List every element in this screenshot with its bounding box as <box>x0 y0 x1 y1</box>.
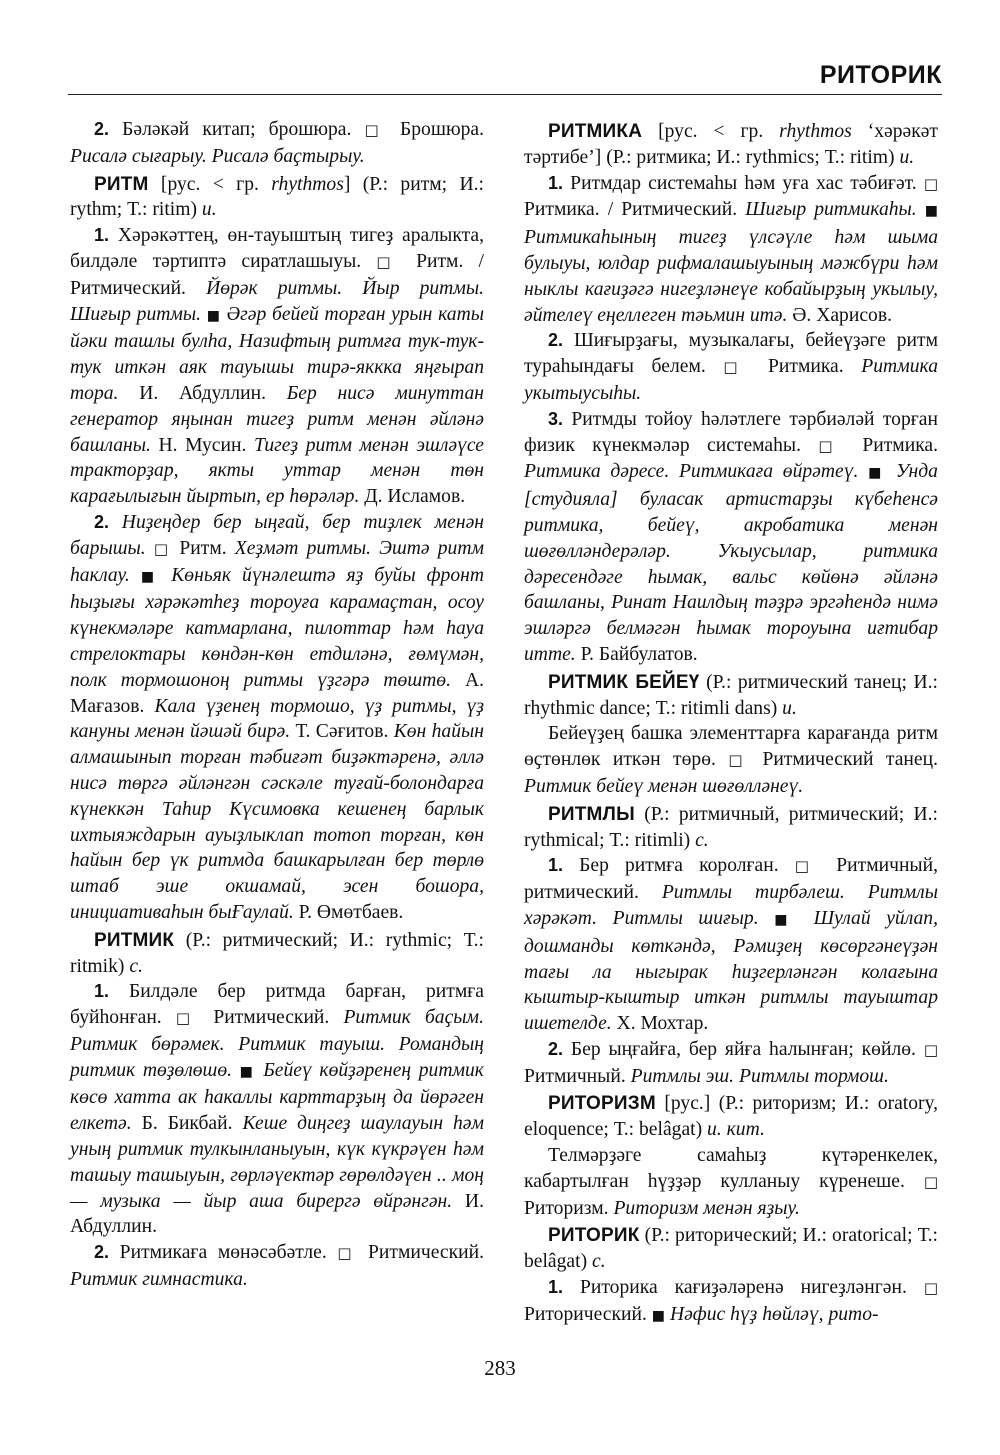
example-text: Ритмик гимнастика. <box>70 1269 248 1291</box>
etymology-text: (Р.: ритмический; И.: rythmic; Т.: ritmik) <box>70 929 484 977</box>
box-symbol: □ <box>175 1009 200 1028</box>
sense-paragraph <box>70 510 484 926</box>
translation-text: Ритм. <box>171 537 235 559</box>
example-text: Ритмика укытыусыһы. <box>524 356 938 404</box>
black-square-symbol: ■ <box>140 568 161 585</box>
translation-text: Ритмика. / Ритмический. <box>524 199 746 221</box>
translation-text: Риторический. <box>524 1303 652 1325</box>
quotation-author: Н. Мусин. <box>150 434 254 456</box>
headword: РИТОРИК <box>548 1225 640 1247</box>
etymology-text: [рус. < гр. <box>642 121 780 142</box>
box-symbol: □ <box>153 539 172 558</box>
headword: РИТОРИЗМ <box>548 1093 656 1115</box>
example-text: Риторизм менән яҙыу. <box>613 1197 800 1219</box>
box-symbol: □ <box>923 174 938 193</box>
box-symbol: □ <box>364 121 387 139</box>
etymology-text: [рус.] (Р.: риторизм; И.: oratory, eloquence; Т.: belâgat) <box>524 1093 938 1141</box>
part-of-speech: и. <box>782 697 797 719</box>
etymology-text: ] (Р.: ритм; И.: rythm; Т.: ritim) <box>70 173 484 221</box>
entry-ritm <box>70 172 484 224</box>
sense-paragraph <box>524 171 938 329</box>
quotation-author: Д. Исламов. <box>359 486 466 508</box>
example-text: Ритмик бейеү менән шөғөлләнеү. <box>524 775 804 797</box>
translation-text: Риторизм. <box>524 1197 614 1219</box>
box-symbol: □ <box>923 1040 938 1059</box>
quotation-author: Х. Мохтар. <box>611 1013 709 1035</box>
etymology-text: (Р.: ритмичный, ритмический; И.: rythmical; Т.: ritimli) <box>524 803 938 851</box>
example-text: Ритмлы эш. Ритмлы тормош. <box>630 1065 889 1087</box>
box-symbol: □ <box>923 1279 938 1298</box>
sense-number: 2. <box>548 1038 564 1059</box>
sense-number: 1. <box>94 225 110 246</box>
definition-paragraph <box>524 721 938 799</box>
etymology-text: ‘хәрәкәт тәртибе’] (Р.: ритмика; И.: rythmics; Т.: ritim) <box>524 121 938 168</box>
sense-paragraph <box>70 1240 484 1293</box>
headword: РИТМИКА <box>548 121 643 142</box>
sense-paragraph <box>524 1275 938 1330</box>
quotation-author: А. Мағазов. <box>70 669 484 717</box>
black-square-symbol: ■ <box>774 911 799 928</box>
quotation-author: Б. Бикбай. <box>131 1113 243 1135</box>
sense-number: 1. <box>548 855 564 876</box>
sense-paragraph <box>524 1037 938 1090</box>
part-of-speech: с. <box>592 1251 606 1273</box>
quotation-author: И. Абдуллин. <box>118 382 287 404</box>
entry-ritmik <box>70 928 484 980</box>
page-number: 283 <box>484 1356 516 1380</box>
sense-number: 1. <box>548 172 564 193</box>
example-text: Нәфис һүҙ һөйләү, рито- <box>669 1303 879 1325</box>
definition-text: Билдәле бер ритмда барған, ритмға буйһонған. <box>70 981 484 1029</box>
part-of-speech: и. <box>201 199 217 221</box>
definition-text: Телмәрҙәге самаһыҙ күтәренкелек, кабартылған һүҙҙәр кулланыу күренеше. <box>524 1145 938 1192</box>
sense-paragraph <box>70 979 484 1240</box>
definition-text: Хәрәкәттең, өн-тауыштың тигеҙ аралыкта, билдәле тәртиптә сиратлашыуы. <box>70 225 484 272</box>
sense-paragraph <box>70 223 484 510</box>
sense-number: 3. <box>548 408 564 429</box>
example-text: Йөрәк ритмы. Йыр ритмы. Шиғыр ритмы. <box>70 277 484 325</box>
entry-ritmly <box>524 802 938 854</box>
translation-text: Ритмический. <box>357 1242 484 1264</box>
box-symbol: □ <box>818 436 845 455</box>
running-head <box>68 60 942 95</box>
headword: РИТМ <box>94 173 149 195</box>
black-square-symbol: ■ <box>868 465 887 482</box>
sense-number: 2. <box>94 119 110 139</box>
etymology-text: (Р.: риторический; И.: oratorical; Т.: belâgat) <box>524 1225 938 1273</box>
running-head-word: РИТОРИК <box>819 61 942 89</box>
black-square-symbol: ■ <box>206 307 221 324</box>
translation-text: Брошюра. <box>386 119 484 140</box>
black-square-symbol: ■ <box>924 203 938 220</box>
sense-paragraph <box>70 117 484 170</box>
sense-number: 2. <box>548 330 564 351</box>
quotation-author: Ә. Харисов. <box>787 304 892 326</box>
definition-text: Ритмикаға мөнәсәбәтле. <box>109 1242 338 1264</box>
definition-text: Бейеүҙең башка элементтарға карағанда ритм өҫтөнлөк иткән төрө. <box>524 723 938 771</box>
example-text: Ритмика дәресе. Ритмикаға өйрәтеү. <box>524 461 869 483</box>
etymology-text: (Р.: ритмический танец; И.: rhythmic dance; Т.: ritimli dans) <box>524 671 939 719</box>
example-text: Шиғыр ритмикаһы. <box>745 199 925 221</box>
quotation-text: Шулай уйлап, дошманды көткәндә, Рәмиҙең көсөргәнеүҙән тағы ла ныгырак һиҙгерләнгән колағына кыштыр-кыштыр иткән ритмлы тауыштар ишетелде. <box>524 907 938 1035</box>
translation-text: Ритмика. <box>845 434 939 456</box>
entry-ritorizm <box>524 1091 938 1143</box>
sense-paragraph <box>524 407 938 668</box>
translation-text: Ритм. / Ритмический. <box>70 250 484 299</box>
quotation-author: Р. Өмөтбаев. <box>293 901 404 923</box>
spacer <box>109 512 122 533</box>
translation-text: Ритмичный, ритмический. <box>524 855 938 904</box>
translation-text: Ритмичный. <box>524 1065 631 1087</box>
part-of-speech: с. <box>129 955 143 977</box>
translation-text: Ритмический танец. <box>750 749 938 771</box>
quotation-text: Бейеү көйҙәренең ритмик көсө хатта ак һакаллы карттарҙың да йөрәген елкетә. <box>70 1059 484 1135</box>
quotation-text: Ритмикаһының тигеҙ үлсәүле һәм шыма булыуы, юлдар рифмалашыуының мәжбүри һәм ныклы кағиҙәгә нигеҙләнеүе кобайырҙың укылыу, әйтелеү еңеллеген тәьмин итә. <box>524 227 938 326</box>
quotation-text: Тигеҙ ритм менән эшләүсе тракторҙар, якты уттар менән төн карағылығын йыртып, ер һөрәләр. <box>70 434 484 508</box>
definition-text: Ниҙеңдер бер ыңғай, бер тиҙлек менән барышы. <box>70 511 484 559</box>
quotation-author: И. Абдуллин. <box>70 1190 484 1238</box>
sense-number: 1. <box>94 981 110 1002</box>
quotation-text: Көн һайын алмашынып торған тәбиғәт биҙәктәренә, әллә нисә төргә әйләнгән сәскәле туғай-болондарға күнеккән Таһир Күсимовка кешенең барлык ихтыяждарын ауыҙлыклап тотоп торған, көн һайын бер үк ритмда башкарылған бер төрлө штаб эше окшамай, эсен бошора, инициативаһын быҒаулай. <box>70 721 484 923</box>
definition-text: Бер ритмға королған. <box>563 855 795 877</box>
entry-ritmik-beyeu <box>524 670 938 722</box>
part-of-speech: с. <box>695 829 709 851</box>
etymology-text: [рус. < гр. <box>148 173 272 195</box>
example-text: Ритмик баҫым. Ритмик бөрәмек. Ритмик тауыш. Романдың ритмик төҙөлөшө. <box>70 1007 484 1081</box>
quotation-text: Көньяк йүнәлештә яҙ буйы фронт һыҙығы хәрәкәтһеҙ тороуға карамаҫтан, осоу күнекмәләре катмарлана, пилоттар һәм һауа стрелоктары көндән-көн етдиләнә, ғөмүмән, полк тормошоноң ритмы үҙгәрә төштө. <box>70 564 485 691</box>
quotation-text: Унда [студияла] буласак артистарҙы күбеһенсә ритмика, бейеү, акробатика менән шөғөлләндерәләр. Укыусылар, ритмика дәресендәге һымак, вальс көйөнә әйләнә башланы, Ринат Наилдың тәҙрә эргәһендә нимә эшләргә белмәгән һымак тороуына иғтибар итте. <box>524 461 938 665</box>
definition-text: Ритмдар системаһы һәм уға хас тәбиғәт. <box>563 172 924 194</box>
entry-ritmika <box>524 119 938 171</box>
black-square-symbol: ■ <box>651 1307 666 1324</box>
black-square-symbol: ■ <box>239 1063 256 1080</box>
quotation-text: Кеше диңгеҙ шаулауын һәм уның ритмик тулкынланыуын, күк күкрәүен һәм ташыу ташыуын, гөрләүектәр гөрөлдәүен .. моң — музыка — йыр аша бирергә өйрәнгән. <box>70 1113 484 1212</box>
definition-text: Шиғырҙағы, музыкалағы, бейеүҙәге ритм тураһындағы белем. <box>524 330 938 378</box>
spacer <box>146 538 154 559</box>
box-symbol: □ <box>794 857 821 876</box>
definition-text: Ритмды тойоу һәләтлеге тәрбиәләй торған физик күнекмәләр системаһы. <box>524 408 938 456</box>
quotation-text: Әгәр бейей торған урын каты йәки ташлы булһа, Назифтың ритмға тук-тук-тук иткән аяк тауышы тирә-яккка яңғырап тора. <box>70 303 484 404</box>
example-text: Хеҙмәт ритмы. Эштә ритм һаклау. <box>70 537 484 586</box>
box-symbol: □ <box>728 751 751 770</box>
box-symbol: □ <box>337 1244 358 1263</box>
box-symbol: □ <box>723 358 751 377</box>
sense-number: 1. <box>548 1277 564 1298</box>
quotation-text: Бер нисә минуттан генератор яңынан тигеҙ ритм менән әйләнә башланы. <box>70 382 484 456</box>
entry-ritorik <box>524 1223 938 1275</box>
right-column <box>524 117 938 1330</box>
quotation-text: Кала үҙенең тормошо, үҙ ритмы, үҙ кануны менән йәшәй бирә. <box>70 695 484 743</box>
left-column <box>70 117 484 1293</box>
translation-text: Ритмика. <box>750 356 862 378</box>
headword: РИТМЛЫ <box>548 803 635 825</box>
sense-number: 2. <box>94 1242 110 1263</box>
etymology-word: rhythmos <box>271 173 344 195</box>
headword: РИТМИК <box>94 929 175 951</box>
sense-paragraph <box>524 853 938 1037</box>
quotation-author: Р. Байбулатов. <box>575 643 698 665</box>
definition-text: Риторика кағиҙәләренә нигеҙләнгән. <box>563 1277 924 1299</box>
box-symbol: □ <box>376 252 401 271</box>
translation-text: Ритмический. <box>199 1007 344 1029</box>
part-of-speech: и. кит. <box>707 1119 765 1141</box>
headword: РИТМИК БЕЙЕҮ <box>548 671 700 693</box>
etymology-word: rhythmos <box>779 121 852 142</box>
definition-text: Бер ыңғайға, бер яйға һалынған; көйлө. <box>563 1038 924 1060</box>
part-of-speech: и. <box>899 146 915 168</box>
definition-paragraph <box>524 1143 938 1221</box>
example-text: Ритмлы тирбәлеш. Ритмлы хәрәкәт. Ритмлы шиғыр. <box>524 882 938 929</box>
box-symbol: □ <box>923 1172 938 1191</box>
definition-text: Бәләкәй китап; брошюра. <box>109 119 365 140</box>
sense-number: 2. <box>94 511 110 532</box>
sense-paragraph <box>524 328 938 406</box>
example-text: Рисалә сығарыу. Рисалә баҫтырыу. <box>70 145 365 167</box>
quotation-author: Т. Сәғитов. <box>290 721 394 743</box>
